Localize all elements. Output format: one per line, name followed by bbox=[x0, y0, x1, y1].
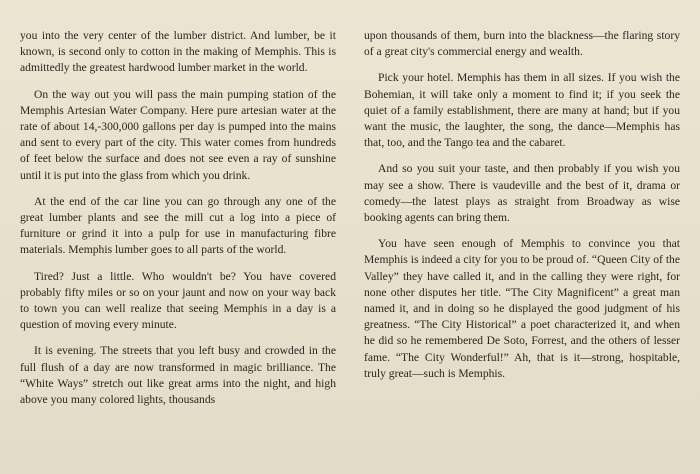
paragraph: At the end of the car line you can go through any one of the great lumber plants and see the mill cut a log into a piece of furniture or grind it into a pulp for use in manufacturing fibre materials. Memphis lumber goes to all parts of the world. bbox=[20, 194, 336, 257]
paragraph: And so you suit your taste, and then probably if you wish you may see a show. There is vaudeville and the best of it, drama or comedy—the latest plays as straight from Broadway as wise booking agents can bring them. bbox=[364, 162, 680, 225]
paragraph: On the way out you will pass the main pumping station of the Memphis Artesian Water Company. Here pure artesian water at the rate of about 14,-300,000 gallons per day is pumped into the mains and sent to every part of the city. This water comes from hundreds of feet below the surface and does not see even a ray of sunshine until it is put into the glass from which you drink. bbox=[20, 87, 336, 182]
right-column bbox=[364, 28, 680, 392]
paragraph: Pick your hotel. Memphis has them in all sizes. If you wish the Bohemian, it will take only a moment to find it; if you seek the quiet of a family establishment, there are many at hand; but if you want the music, the laughter, the song, the dance—Memphis has that, too, and the Tango tea and the cabaret. bbox=[364, 71, 680, 150]
left-column bbox=[20, 28, 336, 418]
paragraph: Tired? Just a little. Who wouldn't be? You have covered probably fifty miles or so on your jaunt and now on your way back to town you can well realize that seeing Memphis in a day is a question of moving every minute. bbox=[20, 269, 336, 332]
paragraph: You have seen enough of Memphis to convince you that Memphis is indeed a city for you to be proud of. “Queen City of the Valley” they have called it, and in the calling they were right, for none other disputes her title. “The City Magnificent” a great man named it, and in doing so he displayed the good judgment of his greatness. “The City Historical” a poet characterized it, and when he did so he remembered De Soto, Forrest, and the others of lesser fame. “The City Wonderful!” Ah, that is it—strong, hospitable, truly great—such is Memphis. bbox=[364, 237, 680, 380]
paragraph: upon thousands of them, burn into the blackness—the flaring story of a great city's commercial energy and wealth. bbox=[364, 29, 680, 59]
paragraph: you into the very center of the lumber district. And lumber, be it known, is second only to cotton in the making of Memphis. This is admittedly the greatest hardwood lumber market in the world. bbox=[20, 29, 336, 75]
paragraph: It is evening. The streets that you left busy and crowded in the full flush of a day are now transformed in magic brilliance. The “White Ways” stretch out like great arms into the night, and high above you many colored lights, thousands bbox=[20, 344, 336, 407]
